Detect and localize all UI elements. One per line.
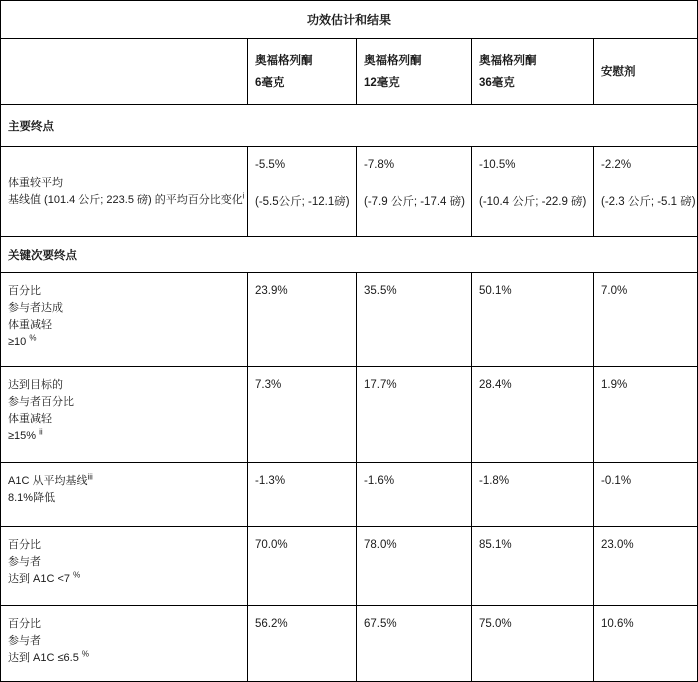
value-text: 35.5% — [364, 285, 397, 297]
row-label-text: 8.1%降低 — [8, 492, 56, 504]
footnote-marker: % — [73, 570, 81, 580]
column-header-text: 奥福格列酮 — [364, 54, 422, 67]
row-label-line — [8, 283, 240, 300]
table-title: 功效估计和结果 — [1, 1, 698, 39]
row-label-line — [8, 300, 240, 317]
row-label-line — [8, 428, 240, 445]
title-row — [1, 1, 698, 39]
row-label-line — [8, 317, 240, 334]
data-row — [1, 147, 698, 237]
empty-corner-cell — [1, 39, 248, 105]
value-text: 23.9% — [255, 285, 288, 297]
footnote-marker: i — [242, 190, 245, 200]
row-label-text: 达到目标的 — [8, 379, 63, 391]
value-cell — [248, 367, 357, 463]
column-header-text: 6毫克 — [255, 76, 285, 89]
row-label — [1, 273, 248, 367]
row-label-line — [8, 175, 240, 192]
value-text: -1.8% — [479, 475, 510, 487]
value-text: 75.0% — [479, 618, 512, 630]
row-label-text: 参与者百分比 — [8, 396, 74, 408]
value-cell — [248, 527, 357, 606]
row-label — [1, 527, 248, 606]
value-cell — [357, 367, 472, 463]
value-text: 28.4% — [479, 379, 512, 391]
data-row — [1, 463, 698, 527]
row-label-line — [8, 554, 240, 571]
row-label-text: ≥10 — [8, 336, 30, 348]
data-row — [1, 606, 698, 682]
row-label-text: 参与者 — [8, 635, 41, 647]
value-text: -1.6% — [364, 475, 395, 487]
row-label-text: ≥15% — [8, 430, 40, 442]
section-header-row — [1, 105, 698, 147]
row-label-line — [8, 616, 240, 633]
row-label-text: 体重较平均 — [8, 176, 63, 189]
data-row — [1, 273, 698, 367]
row-label — [1, 463, 248, 527]
row-label-line — [8, 377, 240, 394]
value-cell — [248, 273, 357, 367]
row-label-text: 基线值 (101.4 公斤; 223.5 磅) 的平均百分比变化 — [8, 193, 243, 206]
value-text: 7.0% — [601, 285, 628, 297]
row-label-text: 百分比 — [8, 285, 41, 297]
value-text: -1.3% — [255, 475, 286, 487]
value-text: (-7.9 公斤; -17.4 磅) — [364, 196, 465, 208]
value-text: 23.0% — [601, 539, 634, 551]
value-text: (-10.4 公斤; -22.9 磅) — [479, 196, 587, 208]
row-label-text: 参与者达成 — [8, 302, 63, 314]
column-header-cell — [594, 39, 698, 105]
row-label-line — [8, 394, 240, 411]
value-text: 10.6% — [601, 618, 634, 630]
value-cell — [594, 273, 698, 367]
row-label-text: A1C 从平均基线 — [8, 475, 88, 487]
value-text: 85.1% — [479, 539, 512, 551]
value-text: 78.0% — [364, 539, 397, 551]
row-label-line — [8, 190, 245, 209]
column-header-text: 奥福格列酮 — [479, 54, 537, 67]
value-cell — [594, 367, 698, 463]
value-cell — [594, 147, 698, 237]
row-label — [1, 147, 248, 237]
value-text: 17.7% — [364, 379, 397, 391]
value-text: -7.8% — [364, 159, 395, 171]
row-label-line — [8, 571, 240, 588]
column-header-text: 12毫克 — [364, 76, 400, 89]
row-label-line — [8, 537, 240, 554]
row-label-line — [8, 490, 240, 507]
value-cell — [472, 273, 594, 367]
value-text: 67.5% — [364, 618, 397, 630]
value-text: -5.5% — [255, 159, 286, 171]
row-label-text: 达到 A1C <7 — [8, 573, 74, 585]
footnote-marker: iii — [87, 472, 93, 482]
value-cell — [594, 606, 698, 682]
value-cell — [472, 606, 594, 682]
row-label-line — [8, 633, 240, 650]
value-text: (-2.3 公斤; -5.1 磅) — [601, 196, 696, 208]
row-label-line — [8, 473, 240, 490]
value-cell — [248, 606, 357, 682]
value-cell — [357, 527, 472, 606]
value-text: -0.1% — [601, 475, 632, 487]
row-label-text: 百分比 — [8, 618, 41, 630]
value-cell — [594, 527, 698, 606]
column-header-text: 36毫克 — [479, 76, 515, 89]
row-label-text: 体重减轻 — [8, 413, 52, 425]
value-text: 70.0% — [255, 539, 288, 551]
value-cell — [357, 606, 472, 682]
row-label-line — [8, 411, 240, 428]
row-label — [1, 606, 248, 682]
value-text: 7.3% — [255, 379, 282, 391]
row-label-text: 体重减轻 — [8, 319, 52, 331]
value-text: 56.2% — [255, 618, 288, 630]
column-header-cell — [472, 39, 594, 105]
value-cell — [472, 463, 594, 527]
section-header-row — [1, 237, 698, 273]
footnote-marker: % — [29, 333, 37, 343]
value-cell — [472, 147, 594, 237]
value-cell — [357, 147, 472, 237]
value-cell — [248, 463, 357, 527]
column-header-text: 奥福格列酮 — [255, 54, 313, 67]
value-text: (-5.5公斤; -12.1磅) — [255, 196, 350, 208]
row-label-line — [8, 650, 240, 667]
footnote-marker: ii — [39, 427, 43, 437]
footnote-marker: % — [81, 649, 90, 659]
value-cell — [357, 273, 472, 367]
column-header-cell — [357, 39, 472, 105]
value-cell — [248, 147, 357, 237]
value-cell — [357, 463, 472, 527]
value-text: 1.9% — [601, 379, 628, 391]
value-text: -10.5% — [479, 159, 516, 171]
row-label — [1, 367, 248, 463]
value-cell — [594, 463, 698, 527]
column-header-row — [1, 39, 698, 105]
section-header: 关键次要终点 — [1, 237, 698, 273]
value-cell — [472, 367, 594, 463]
row-label-text: 百分比 — [8, 539, 41, 551]
data-row — [1, 527, 698, 606]
column-header-text: 安慰剂 — [601, 65, 636, 78]
value-cell — [472, 527, 594, 606]
section-header: 主要终点 — [1, 105, 698, 147]
value-text: -2.2% — [601, 159, 632, 171]
row-label-line — [8, 334, 240, 351]
value-text: 50.1% — [479, 285, 512, 297]
row-label-text: 达到 A1C ≤6.5 — [8, 652, 82, 664]
data-row — [1, 367, 698, 463]
row-label-text: 参与者 — [8, 556, 41, 568]
column-header-cell — [248, 39, 357, 105]
